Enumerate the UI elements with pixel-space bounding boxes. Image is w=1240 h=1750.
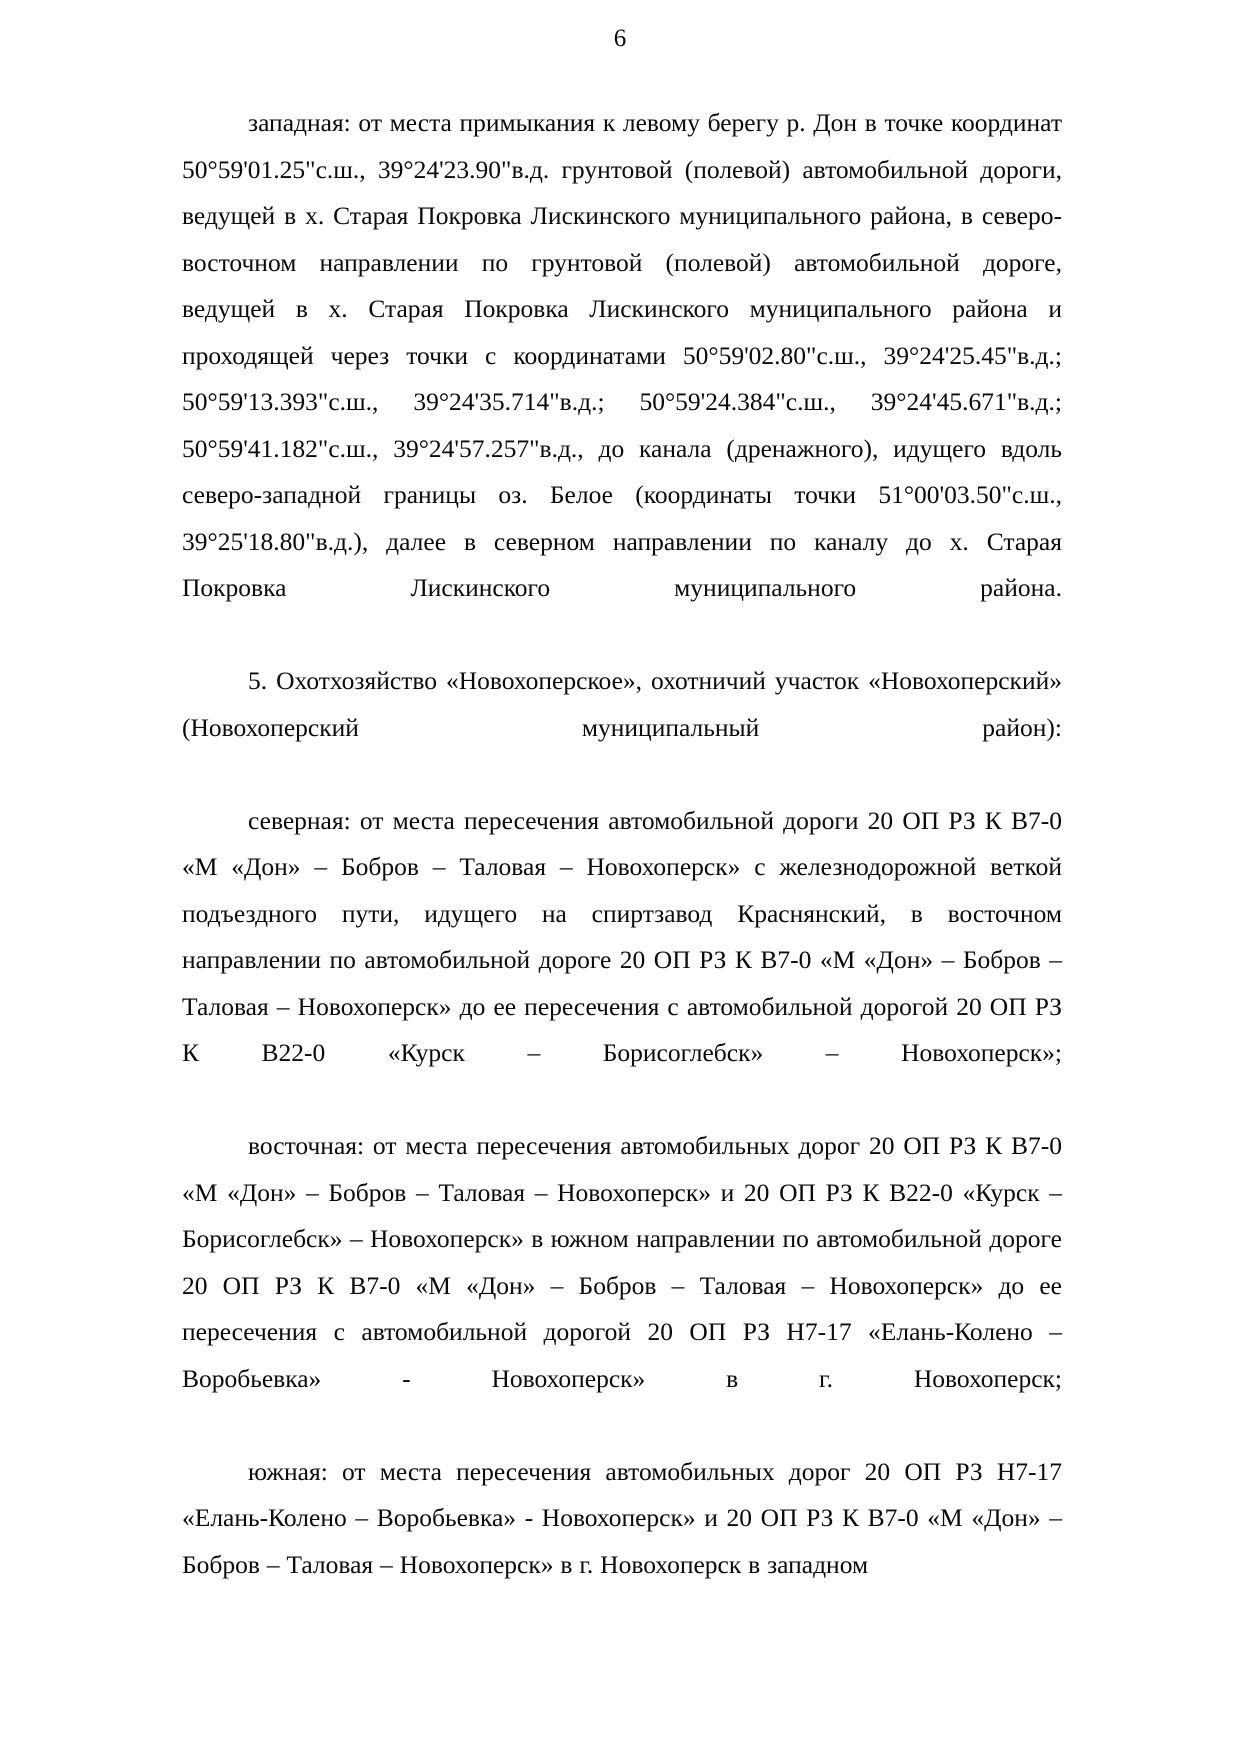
paragraph-zapadnaya: западная: от места примыкания к левому берегу р. Дон в точке координат 50°59'01.25"с.ш., 39°24'23.90"в.д. грунтовой (полевой) автомобильной дороги, ведущей в х. Старая Покровка Лискинского муниципального района, в северо-восточном направлении по грунтовой (полевой) автомобильной дороге, ведущей в х. Старая Покровка Лискинского муниципального района и проходящей через точки с координатами 50°59'02.80"с.ш., 39°24'25.45"в.д.; 50°59'13.393"с.ш., 39°24'35.714"в.д.; 50°59'24.384"с.ш., 39°24'45.671"в.д.; 50°59'41.182"с.ш., 39°24'57.257"в.д., до канала (дренажного), идущего вдоль северо-западной границы оз. Белое (координаты точки 51°00'03.50"с.ш., 39°25'18.80"в.д.), далее в северном направлении по каналу до х. Старая Покровка Лискинского муниципального района. (182, 108, 1062, 602)
paragraph-yuzhnaya: южная: от места пересечения автомобильных дорог 20 ОП РЗ Н7-17 «Елань-Колено – Воробьевка» - Новохоперск» и 20 ОП РЗ К В7-0 «М «Дон» – Бобров – Таловая – Новохоперск» в г. Новохоперск в западном (182, 1456, 1062, 1579)
paragraph-severnaya: северная: от места пересечения автомобильной дороги 20 ОП РЗ К В7-0 «М «Дон» – Бобров – Таловая – Новохоперск» с железнодорожной веткой подъездного пути, идущего на спиртзавод Краснянский, в восточном направлении по автомобильной дороге 20 ОП РЗ К В7-0 «М «Дон» – Бобров – Таловая – Новохоперск» до ее пересечения с автомобильной дорогой 20 ОП РЗ К В22-0 «Курск – Борисоглебск» – Новохоперск»; (182, 805, 1062, 1067)
paragraph-vostochnaya: восточная: от места пересечения автомобильных дорог 20 ОП РЗ К В7-0 «М «Дон» – Бобров – Таловая – Новохоперск» и 20 ОП РЗ К В22-0 «Курск – Борисоглебск» – Новохоперск» в южном направлении по автомобильной дороге 20 ОП РЗ К В7-0 «М «Дон» – Бобров – Таловая – Новохоперск» до ее пересечения с автомобильной дорогой 20 ОП РЗ Н7-17 «Елань-Колено – Воробьевка» - Новохоперск» в г. Новохоперск; (182, 1131, 1062, 1393)
document-body (182, 100, 1062, 1588)
page-number: 6 (613, 25, 627, 52)
paragraph-item-5: 5. Охотхозяйство «Новохоперское», охотничий участок «Новохоперский» (Новохоперский муниципальный район): (182, 666, 1062, 742)
